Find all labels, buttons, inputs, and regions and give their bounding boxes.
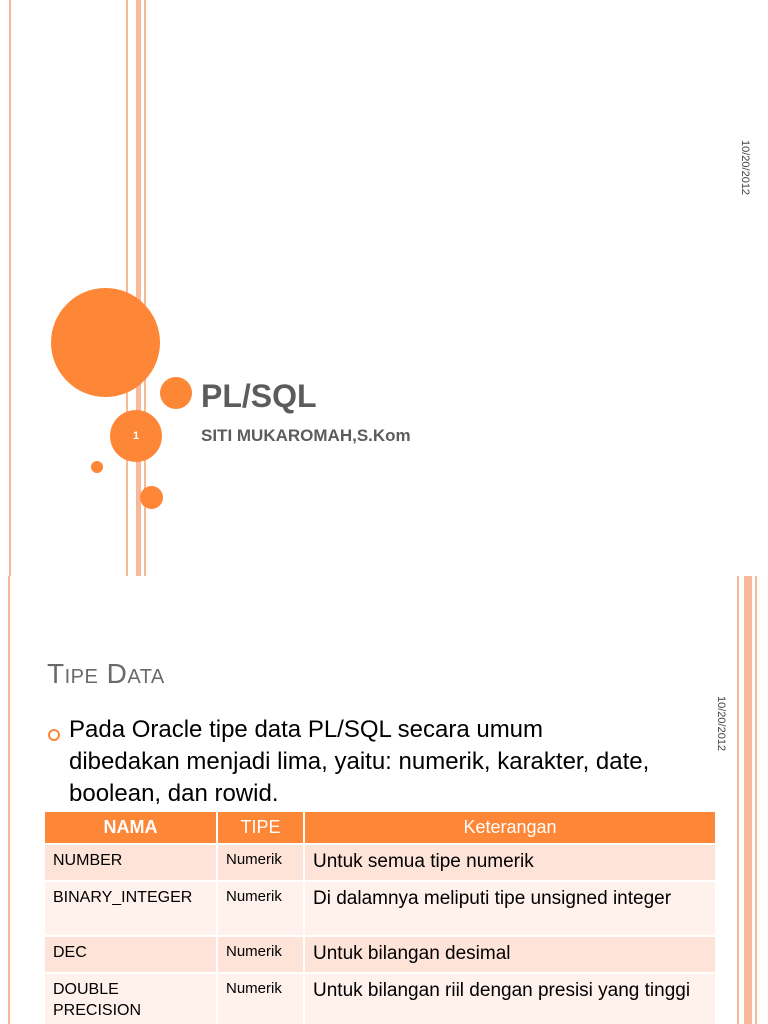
cell-keterangan: Untuk semua tipe numerik [304,844,716,881]
table-row [45,844,716,881]
slide-title: Tipe Data [47,658,165,689]
cell-nama: DEC [45,936,217,973]
decor-circle-large [51,288,160,397]
slide-date: 10/20/2012 [739,140,751,196]
cell-nama: BINARY_INTEGER [45,881,217,936]
column-header-keterangan: Keterangan [304,812,716,844]
cell-keterangan: Di dalamnya meliputi tipe unsigned integer [304,881,716,936]
bullet-ring-icon [48,729,60,741]
bullet-text: Pada Oracle tipe data PL/SQL secara umum dibedakan menjadi lima, yaitu: numerik, karakter, date, boolean, dan rowid. [69,716,650,807]
table-row [45,881,716,936]
decor-circle-small [140,486,163,509]
cell-nama: NUMBER [45,844,217,881]
column-header-tipe: TIPE [217,812,304,844]
column-header-nama: NAMA [45,812,217,844]
decor-line [737,576,739,1024]
decor-line [126,0,128,576]
decor-line [9,0,11,576]
cell-tipe: Numerik [217,844,304,881]
decor-line [136,0,141,576]
decor-circle-medium [160,377,192,409]
table-row [45,936,716,973]
cell-tipe: Numerik [217,881,304,936]
decor-line [8,576,10,1024]
decor-line [755,576,757,1024]
cell-keterangan: Untuk bilangan riil dengan presisi yang tinggi [304,973,716,1024]
cell-tipe: Numerik [217,973,304,1024]
table-row [45,973,716,1024]
cell-keterangan: Untuk bilangan desimal [304,936,716,973]
slide-subtitle: SITI MUKAROMAH,S.Kom [201,426,411,445]
cell-tipe: Numerik [217,936,304,973]
table-header-row [45,812,716,844]
content-slide [0,576,768,1024]
slide-date: 10/20/2012 [715,696,727,752]
slide-number-badge: 1 [110,410,162,462]
decor-circle-small [91,461,103,473]
slide-title: PL/SQL [201,378,317,414]
data-type-table [45,812,717,1024]
cell-nama: DOUBLE PRECISION [45,973,217,1024]
decor-line [744,576,752,1024]
